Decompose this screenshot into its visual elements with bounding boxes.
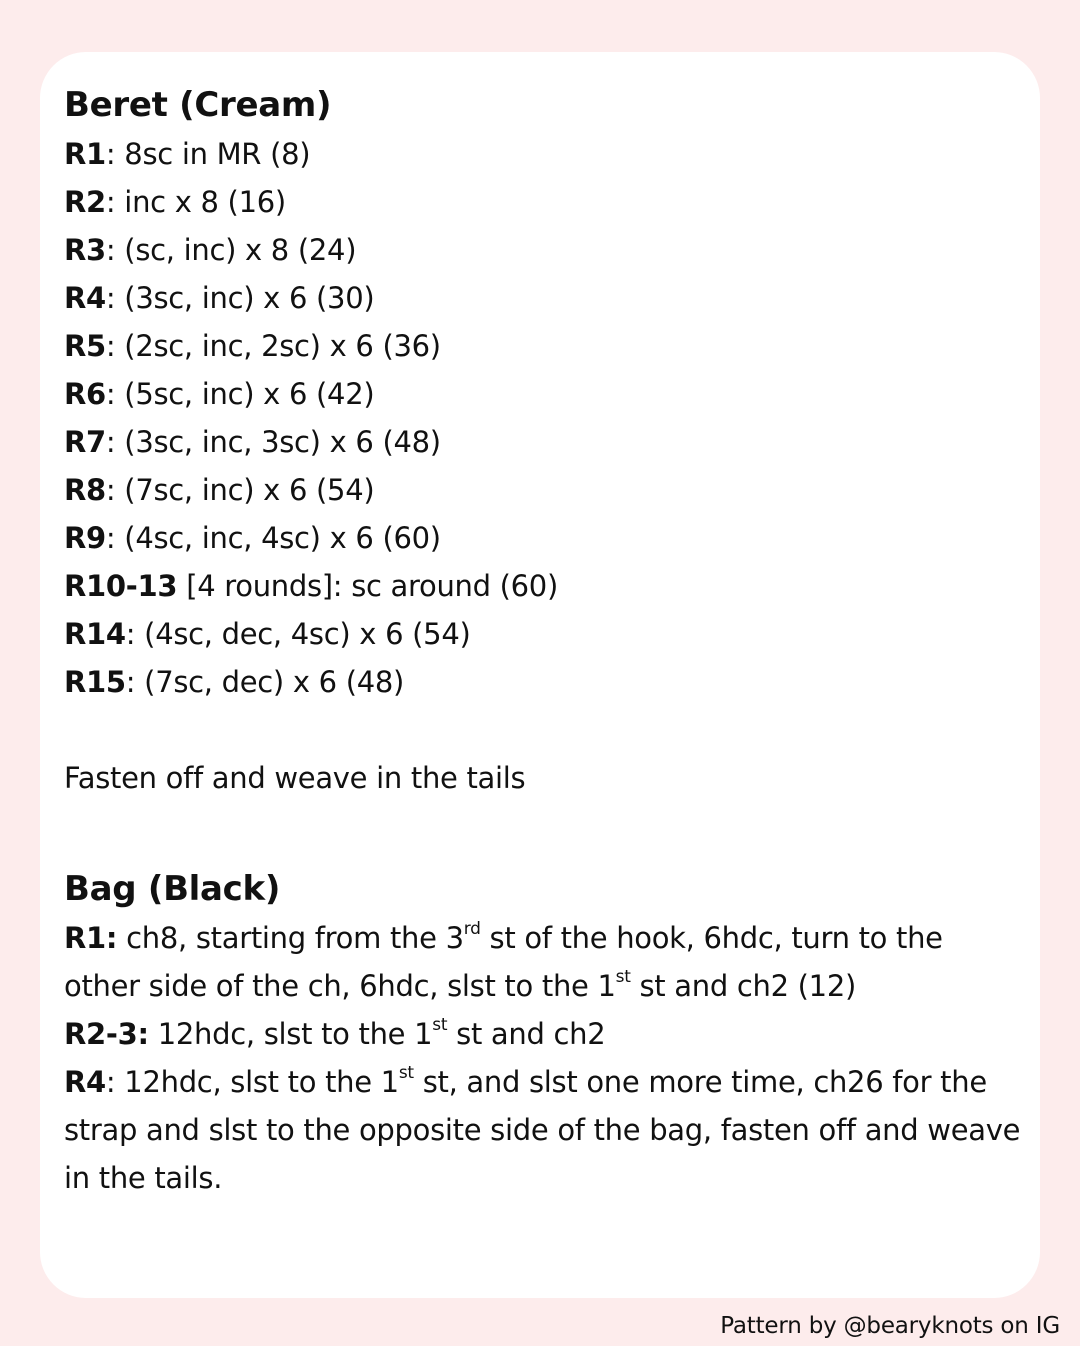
bag-row-4 [64, 1058, 1024, 1202]
beret-heading: Beret (Cream) [64, 85, 332, 125]
ordinal-suffix: rd [463, 919, 481, 939]
bag-row-1 [64, 914, 1024, 1010]
beret-row-6 [64, 370, 1024, 418]
row-label: R14 [64, 617, 126, 651]
ordinal-suffix: st [615, 967, 631, 987]
row-label: R3 [64, 233, 106, 267]
row-label: R7 [64, 425, 106, 459]
row-label: R8 [64, 473, 106, 507]
beret-row-3 [64, 226, 1024, 274]
row-label: R9 [64, 521, 106, 555]
row-label: R5 [64, 329, 106, 363]
row-text: : 12hdc, slst to the 1 [105, 1065, 399, 1099]
pattern-content [64, 80, 1024, 1202]
row-label: R1 [64, 137, 106, 171]
beret-row-9 [64, 514, 1024, 562]
bag-row-2-3 [64, 1010, 1024, 1058]
beret-row-15 [64, 658, 1024, 706]
row-text: : (sc, inc) x 8 (24) [105, 233, 357, 267]
row-text: : inc x 8 (16) [105, 185, 286, 219]
row-text: ch8, starting from the 3 [117, 921, 464, 955]
row-label: R4 [64, 281, 106, 315]
row-label: R2-3: [64, 1017, 149, 1051]
row-text: : (4sc, inc, 4sc) x 6 (60) [105, 521, 441, 555]
row-label: R15 [64, 665, 126, 699]
beret-row-8 [64, 466, 1024, 514]
row-text: : (4sc, dec, 4sc) x 6 (54) [125, 617, 471, 651]
beret-row-5 [64, 322, 1024, 370]
row-text: st and ch2 [447, 1017, 606, 1051]
row-text: st, and slst one more time, ch26 for the strap and slst to the opposite side of the bag, fasten off and weave in the tails. [64, 1065, 1021, 1195]
row-text: : (5sc, inc) x 6 (42) [105, 377, 375, 411]
beret-row-2 [64, 178, 1024, 226]
beret-row-7 [64, 418, 1024, 466]
bag-heading: Bag (Black) [64, 869, 281, 909]
row-text: st of the hook, 6hdc, turn to the other side of the ch, 6hdc, slst to the 1 [64, 921, 943, 1003]
row-text: : (7sc, inc) x 6 (54) [105, 473, 375, 507]
beret-rows [64, 130, 1024, 706]
row-text: : (7sc, dec) x 6 (48) [125, 665, 405, 699]
row-label: R10-13 [64, 569, 178, 603]
pattern-credit: Pattern by @bearyknots on IG [720, 1313, 1060, 1339]
beret-row-1 [64, 130, 1024, 178]
row-text: st and ch2 (12) [630, 969, 856, 1003]
row-text: : (2sc, inc, 2sc) x 6 (36) [105, 329, 441, 363]
row-text: [4 rounds]: sc around (60) [177, 569, 558, 603]
spacer [64, 802, 1024, 864]
row-text: : (3sc, inc, 3sc) x 6 (48) [105, 425, 441, 459]
beret-row-10-13 [64, 562, 1024, 610]
spacer [64, 706, 1024, 754]
beret-row-14 [64, 610, 1024, 658]
beret-finish-text: Fasten off and weave in the tails [64, 761, 526, 795]
ordinal-suffix: st [432, 1015, 448, 1035]
row-label: R1: [64, 921, 118, 955]
row-label: R6 [64, 377, 106, 411]
row-text: : 8sc in MR (8) [105, 137, 311, 171]
row-label: R4 [64, 1065, 106, 1099]
row-text: : (3sc, inc) x 6 (30) [105, 281, 375, 315]
row-text: 12hdc, slst to the 1 [148, 1017, 433, 1051]
beret-row-4 [64, 274, 1024, 322]
row-label: R2 [64, 185, 106, 219]
ordinal-suffix: st [398, 1063, 414, 1083]
